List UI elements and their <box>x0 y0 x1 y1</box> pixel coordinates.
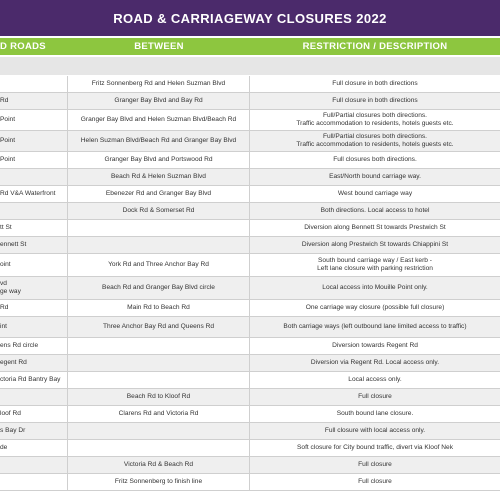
restriction-cell: East/North bound carriage way. <box>329 173 421 181</box>
restriction-cell: Full/Partial closures both directions. Traffic accommodation to residents, hotels guests etc. <box>296 112 454 127</box>
road-cell: vd ge way <box>0 277 68 299</box>
table-row <box>0 277 500 300</box>
restriction-cell: Diversion along Prestwich St towards Chiappini St <box>301 241 449 249</box>
between-cell: Fritz Sonnenberg Rd and Helen Suzman Blvd <box>68 76 250 92</box>
between-cell: Beach Rd & Helen Suzman Blvd <box>68 169 250 185</box>
road-cell: oint <box>0 254 68 276</box>
table-row <box>0 423 500 440</box>
table-row <box>0 93 500 110</box>
between-cell <box>68 423 250 439</box>
between-cell <box>68 440 250 456</box>
header-restriction: RESTRICTION / DESCRIPTION <box>302 41 448 52</box>
restriction-cell: Full/Partial closures both directions. Traffic accommodation to residents, hotels guests etc. <box>296 133 454 148</box>
road-cell: Point <box>0 110 68 130</box>
road-cell: int <box>0 317 68 337</box>
between-cell: Beach Rd and Granger Bay Blvd circle <box>68 277 250 299</box>
table-row <box>0 131 500 152</box>
road-cell: Rd <box>0 300 68 316</box>
section-divider <box>0 57 500 75</box>
restriction-cell: Soft closure for City bound traffic, divert via Kloof Nek <box>297 444 453 452</box>
between-cell <box>68 338 250 354</box>
between-cell: Granger Bay Blvd and Portswood Rd <box>68 152 250 168</box>
between-cell <box>68 355 250 371</box>
road-cell <box>0 474 68 490</box>
table-row <box>0 76 500 93</box>
between-cell <box>68 237 250 253</box>
road-cell: egent Rd <box>0 355 68 371</box>
restriction-cell: Full closure <box>358 461 392 469</box>
between-cell: Three Anchor Bay Rd and Queens Rd <box>68 317 250 337</box>
between-cell: Clarens Rd and Victoria Rd <box>68 406 250 422</box>
restriction-cell: One carriage way closure (possible full closure) <box>305 304 445 312</box>
road-cell <box>0 203 68 219</box>
restriction-cell: Local access into Mouille Point only. <box>322 284 428 292</box>
restriction-cell: Full closure in both directions <box>332 97 418 105</box>
restriction-cell: Full closure with local access only. <box>324 427 426 435</box>
restriction-cell: Full closure in both directions <box>332 80 418 88</box>
road-cell: Rd V&A Waterfront <box>0 186 68 202</box>
table-row <box>0 338 500 355</box>
between-cell: Main Rd to Beach Rd <box>68 300 250 316</box>
table-row <box>0 406 500 423</box>
table-row <box>0 355 500 372</box>
road-cell <box>0 389 68 405</box>
road-cell: ctoria Rd Bantry Bay <box>0 372 68 388</box>
table-row <box>0 474 500 491</box>
restriction-cell: Both carriage ways (left outbound lane limited access to traffic) <box>283 323 467 331</box>
table-row <box>0 389 500 406</box>
closures-table <box>0 76 500 491</box>
restriction-cell: West bound carriage way <box>337 190 413 198</box>
between-cell <box>68 220 250 236</box>
restriction-cell: South bound carriage way / East kerb - Left lane closure with parking restriction <box>317 257 433 272</box>
road-cell: ennett St <box>0 237 68 253</box>
restriction-cell: South bound lane closure. <box>336 410 414 418</box>
between-cell: Beach Rd to Kloof Rd <box>68 389 250 405</box>
table-row <box>0 440 500 457</box>
restriction-cell: Full closure <box>358 393 392 401</box>
table-row <box>0 317 500 338</box>
road-cell: ens Rd circle <box>0 338 68 354</box>
table-row <box>0 237 500 254</box>
road-cell <box>0 76 68 92</box>
table-row <box>0 186 500 203</box>
header-roads: D ROADS <box>0 41 46 52</box>
between-cell: Ebenezer Rd and Granger Bay Blvd <box>68 186 250 202</box>
road-cell: Point <box>0 131 68 151</box>
page-title: ROAD & CARRIAGEWAY CLOSURES 2022 <box>0 0 500 36</box>
restriction-cell: Local access only. <box>348 376 402 384</box>
table-row <box>0 169 500 186</box>
restriction-cell: Diversion along Bennett St towards Prestwich St <box>304 224 446 232</box>
between-cell: Granger Bay Blvd and Helen Suzman Blvd/Beach Rd <box>68 110 250 130</box>
between-cell: Dock Rd & Somerset Rd <box>68 203 250 219</box>
road-cell: de <box>0 440 68 456</box>
table-row <box>0 152 500 169</box>
road-cell: loof Rd <box>0 406 68 422</box>
between-cell <box>68 372 250 388</box>
table-row <box>0 372 500 389</box>
restriction-cell: Diversion via Regent Rd. Local access only. <box>310 359 440 367</box>
road-cell: Rd <box>0 93 68 109</box>
between-cell: Fritz Sonnenberg to finish line <box>68 474 250 490</box>
table-row <box>0 203 500 220</box>
table-row <box>0 457 500 474</box>
road-cell: tt St <box>0 220 68 236</box>
road-cell: Point <box>0 152 68 168</box>
table-header <box>0 38 500 55</box>
restriction-cell: Diversion towards Regent Rd <box>332 342 418 350</box>
header-between: BETWEEN <box>134 41 184 52</box>
road-cell <box>0 169 68 185</box>
between-cell: Helen Suzman Blvd/Beach Rd and Granger Bay Blvd <box>68 131 250 151</box>
restriction-cell: Full closures both directions. <box>333 156 417 164</box>
road-cell <box>0 457 68 473</box>
table-row <box>0 110 500 131</box>
table-row <box>0 300 500 317</box>
table-row <box>0 254 500 277</box>
restriction-cell: Both directions. Local access to hotel <box>320 207 430 215</box>
restriction-cell: Full closure <box>358 478 392 486</box>
table-row <box>0 220 500 237</box>
between-cell: York Rd and Three Anchor Bay Rd <box>68 254 250 276</box>
road-cell: s Bay Dr <box>0 423 68 439</box>
between-cell: Victoria Rd & Beach Rd <box>68 457 250 473</box>
between-cell: Granger Bay Blvd and Bay Rd <box>68 93 250 109</box>
